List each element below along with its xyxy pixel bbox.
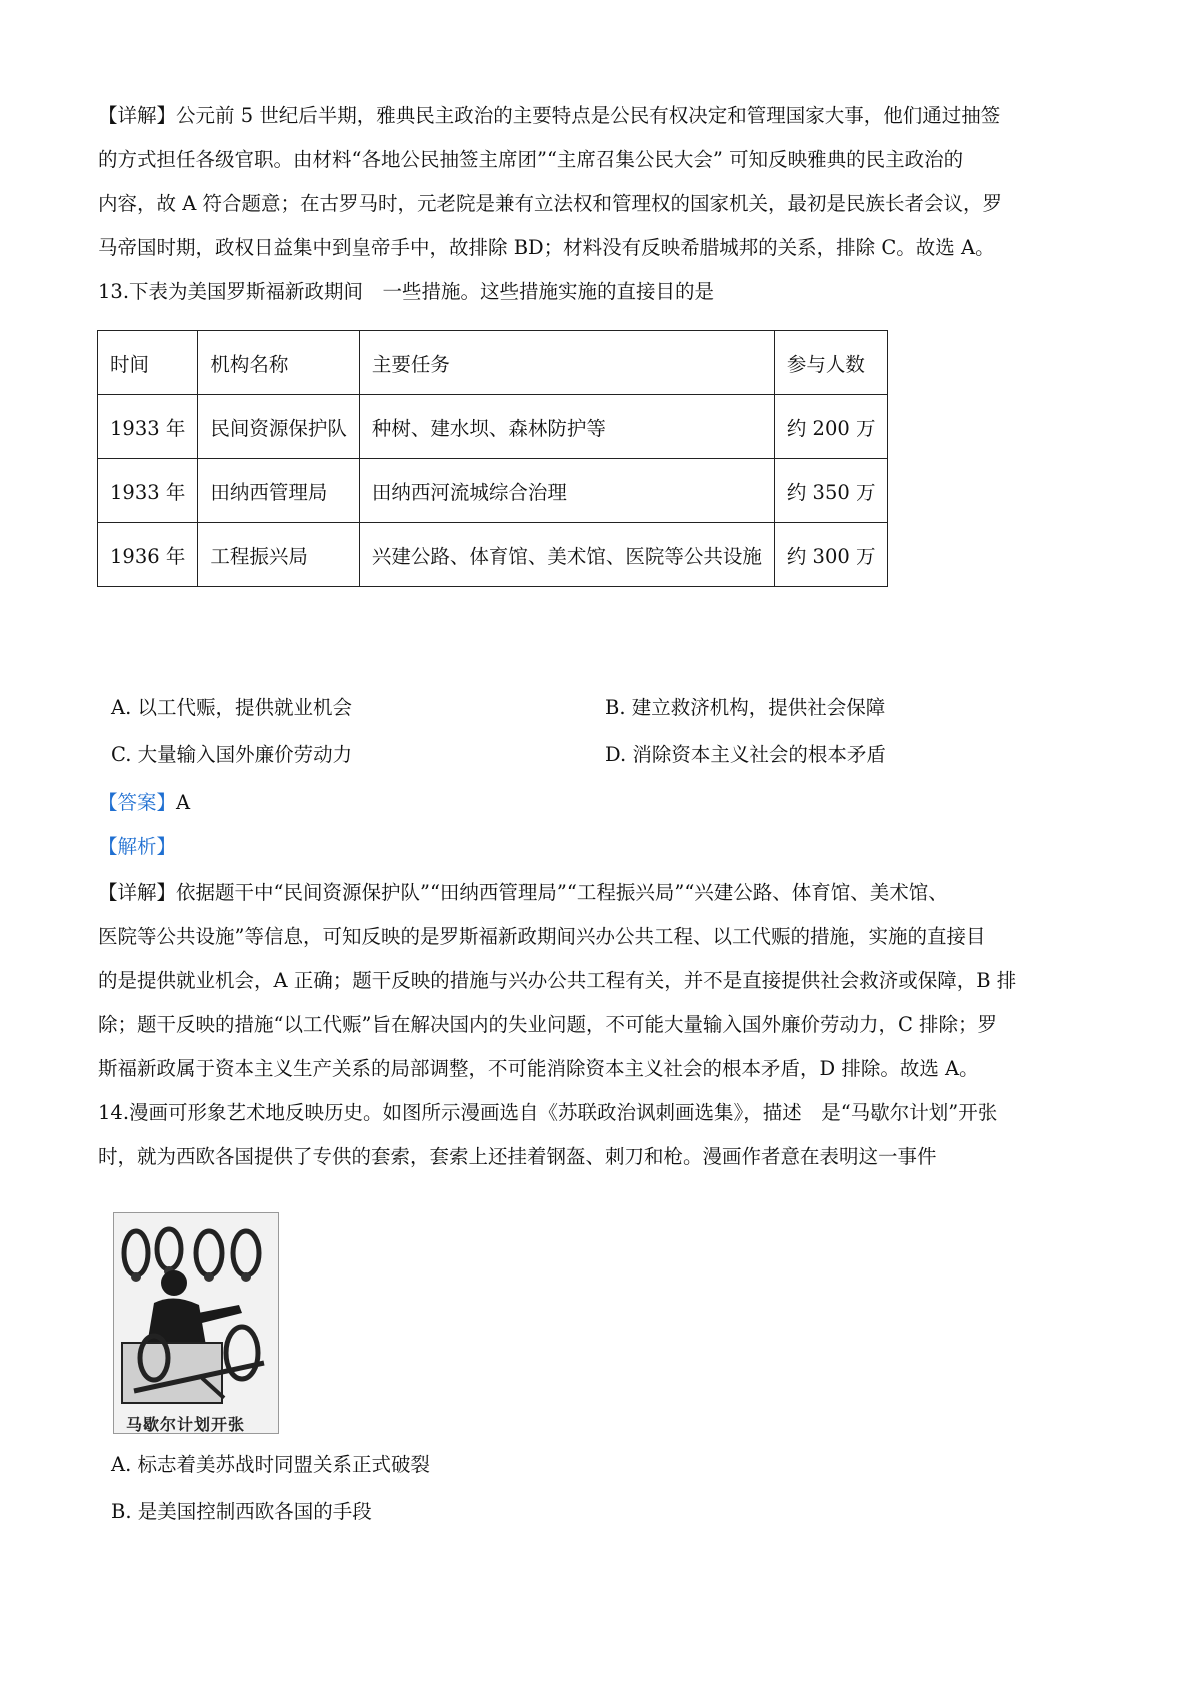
table-cell: 田纳西河流城综合治理 [359,459,774,523]
q13-detail-line-1: 【详解】依据题干中“民间资源保护队”“田纳西管理局”“工程振兴局”“兴建公路、体育馆、美术馆、 [98,881,948,904]
q13-analysis-label: 【解析】 [98,835,177,858]
q14-option-b: B. 是美国控制西欧各国的手段 [111,1500,372,1523]
answer-value: A [176,791,191,814]
q14-stem-line-1: 14.漫画可形象艺术地反映历史。如图所示漫画选自《苏联政治讽刺画选集》，描述 是“马歇尔计划”开张 [98,1101,998,1124]
q13-detail-line-4: 除；题干反映的措施“以工代赈”旨在解决国内的失业问题，不可能大量输入国外廉价劳动力，C 排除；罗 [98,1013,998,1036]
table-row [98,459,888,523]
q14-option-a: A. 标志着美苏战时同盟关系正式破裂 [111,1453,430,1476]
table-cell: 工程振兴局 [198,523,360,587]
table-cell: 种树、建水坝、森林防护等 [359,395,774,459]
table-cell: 1933 年 [98,395,198,459]
q13-answer [98,781,1108,825]
q13-detail-line-3: 的是提供就业机会，A 正确；题干反映的措施与兴办公共工程有关，并不是直接提供社会救济或保障，B 排 [98,969,1017,992]
table-header-cell: 机构名称 [198,331,360,395]
table-cell: 约 300 万 [774,523,888,587]
answer-label: 【答案】 [98,791,177,814]
table-row [98,395,888,459]
prev-detail-line-2: 的方式担任各级官职。由材料“各地公民抽签主席团”“主席召集公民大会” 可知反映雅典的民主政治的 [98,148,964,171]
marshall-plan-cartoon [113,1212,279,1434]
prev-detail-line-1: 【详解】公元前 5 世纪后半期，雅典民主政治的主要特点是公民有权决定和管理国家大事，他们通过抽签 [98,104,1001,127]
table-header-cell: 主要任务 [359,331,774,395]
table-cell: 1933 年 [98,459,198,523]
table-cell: 民间资源保护队 [198,395,360,459]
table-cell: 兴建公路、体育馆、美术馆、医院等公共设施 [359,523,774,587]
table-cell: 约 350 万 [774,459,888,523]
table-cell: 1936 年 [98,523,198,587]
table-cell: 约 200 万 [774,395,888,459]
q14-stem-line-2: 时，就为西欧各国提供了专供的套索，套索上还挂着钢盔、刺刀和枪。漫画作者意在表明这一事件 [98,1145,937,1168]
table-row [98,523,888,587]
q13-detail-line-5: 斯福新政属于资本主义生产关系的局部调整，不可能消除资本主义社会的根本矛盾，D 排除。故选 A。 [98,1057,979,1080]
q13-detail-line-2: 医院等公共设施”等信息，可知反映的是罗斯福新政期间兴办公共工程、以工代赈的措施，实施的直接目 [98,925,986,948]
table-header-cell: 时间 [98,331,198,395]
q13-stem: 13.下表为美国罗斯福新政期间 一些措施。这些措施实施的直接目的是 [98,280,715,303]
q13-table [97,330,888,587]
prev-detail-line-4: 马帝国时期，政权日益集中到皇帝手中，故排除 BD；材料没有反映希腊城邦的关系，排除 C。故选 A。 [98,236,995,259]
q13-option-d: D. 消除资本主义社会的根本矛盾 [605,743,886,766]
prev-detail-line-3: 内容，故 A 符合题意；在古罗马时，元老院是兼有立法权和管理权的国家机关，最初是民族长者会议，罗 [98,192,1002,215]
table-cell: 田纳西管理局 [198,459,360,523]
q13-option-a: A. 以工代赈，提供就业机会 [111,696,352,719]
q13-option-b: B. 建立救济机构，提供社会保障 [605,696,886,719]
table-header-cell: 参与人数 [774,331,888,395]
cartoon-caption: 马歇尔计划开张 [126,1415,246,1434]
q13-option-c: C. 大量输入国外廉价劳动力 [111,743,353,766]
table-header-row [98,331,888,395]
